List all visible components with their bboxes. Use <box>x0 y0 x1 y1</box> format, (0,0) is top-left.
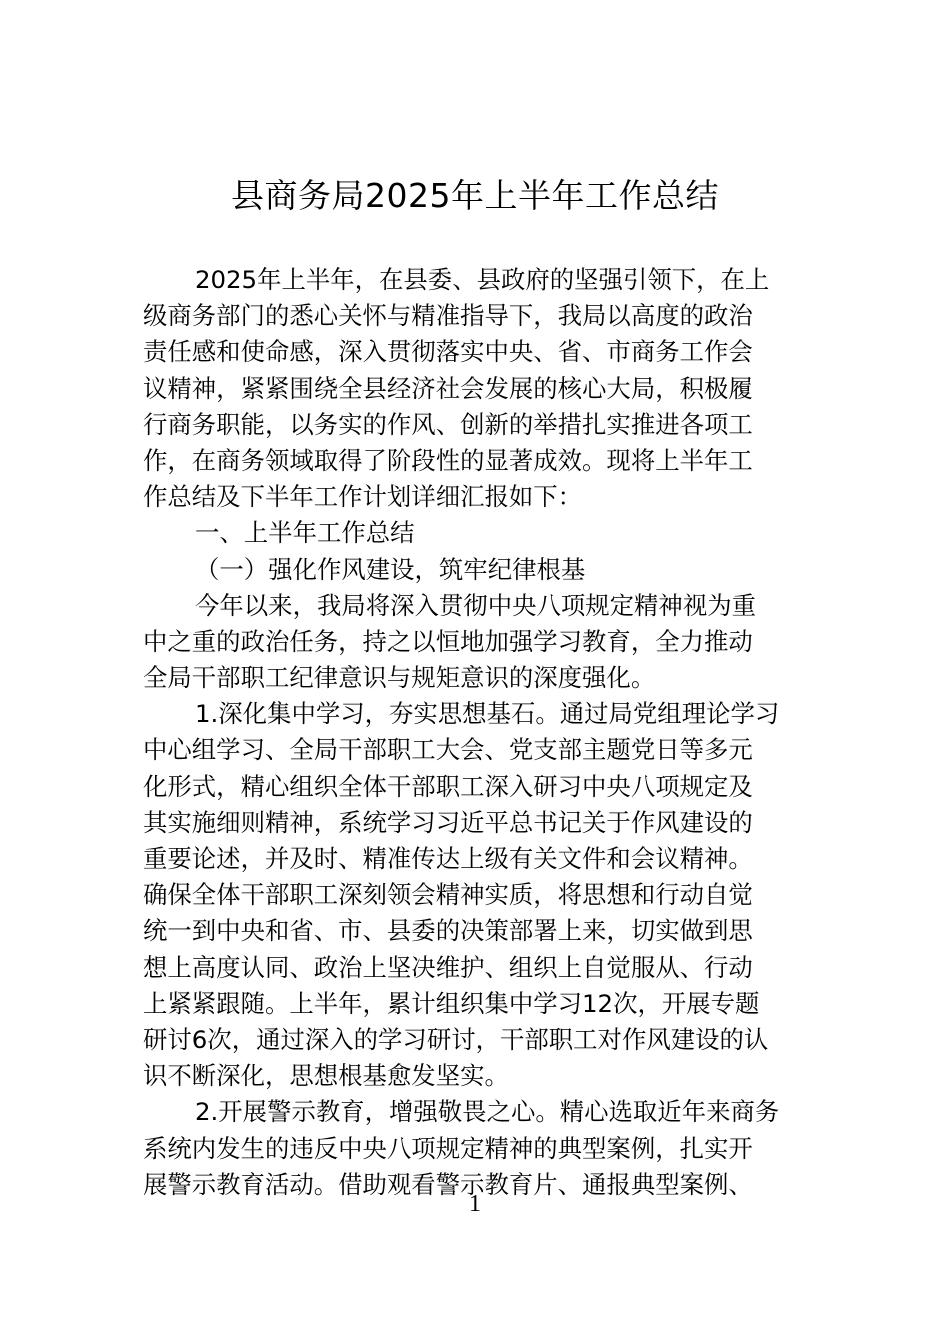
paragraph-line: 研讨6次，通过深入的学习研讨，干部职工对作风建设的认 <box>143 1024 769 1054</box>
paragraph-line: 系统内发生的违反中央八项规定精神的典型案例，扎实开 <box>143 1133 753 1163</box>
paragraph-line: 中之重的政治任务，持之以恒地加强学习教育，全力推动 <box>143 626 753 656</box>
paragraph-line: 作总结及下半年工作计划详细汇报如下： <box>143 482 583 512</box>
paragraph-line: 责任感和使命感，深入贯彻落实中央、省、市商务工作会 <box>143 337 753 367</box>
paragraph-line: 上紧紧跟随。上半年，累计组织集中学习12次，开展专题 <box>143 988 760 1018</box>
paragraph-line: 全局干部职工纪律意识与规矩意识的深度强化。 <box>143 663 656 693</box>
paragraph-line: 2.开展警示教育，增强敬畏之心。精心选取近年来商务 <box>195 1097 780 1127</box>
paragraph-line: 议精神，紧紧围绕全县经济社会发展的核心大局，积极履 <box>143 373 753 403</box>
paragraph-line: 级商务部门的悉心关怀与精准指导下，我局以高度的政治 <box>143 301 753 331</box>
paragraph-line: 化形式，精心组织全体干部职工深入研习中央八项规定及 <box>143 771 753 801</box>
document-body <box>143 262 813 1203</box>
paragraph-line: 今年以来，我局将深入贯彻中央八项规定精神视为重 <box>195 590 756 620</box>
paragraph-line: 中心组学习、全局干部职工大会、党支部主题党日等多元 <box>143 735 753 765</box>
paragraph-line: 统一到中央和省、市、县委的决策部署上来，切实做到思 <box>143 916 753 946</box>
paragraph-line: 1.深化集中学习，夯实思想基石。通过局党组理论学习 <box>195 699 780 729</box>
paragraph-line: 确保全体干部职工深刻领会精神实质，将思想和行动自觉 <box>143 880 753 910</box>
paragraph-line: 2025年上半年，在县委、县政府的坚强引领下，在上 <box>195 265 770 294</box>
paragraph-line: 识不断深化，思想根基愈发坚实。 <box>143 1061 509 1091</box>
page-number: 1 <box>469 1191 481 1217</box>
paragraph-line: 行商务职能，以务实的作风、创新的举措扎实推进各项工 <box>143 409 753 439</box>
section-heading: 一、上半年工作总结 <box>195 518 415 548</box>
paragraph-line: 重要论述，并及时、精准传达上级有关文件和会议精神。 <box>143 844 753 873</box>
document-title: 县商务局2025年上半年工作总结 <box>231 176 719 215</box>
paragraph-line: 作，在商务领域取得了阶段性的显著成效。现将上半年工 <box>143 445 753 475</box>
subsection-heading: （一）强化作风建设，筑牢纪律根基 <box>195 554 586 584</box>
paragraph-line: 想上高度认同、政治上坚决维护、组织上自觉服从、行动 <box>143 952 753 982</box>
paragraph-line: 其实施细则精神，系统学习习近平总书记关于作风建设的 <box>143 807 753 837</box>
paragraph-line: 展警示教育活动。借助观看警示教育片、通报典型案例、 <box>143 1169 753 1199</box>
